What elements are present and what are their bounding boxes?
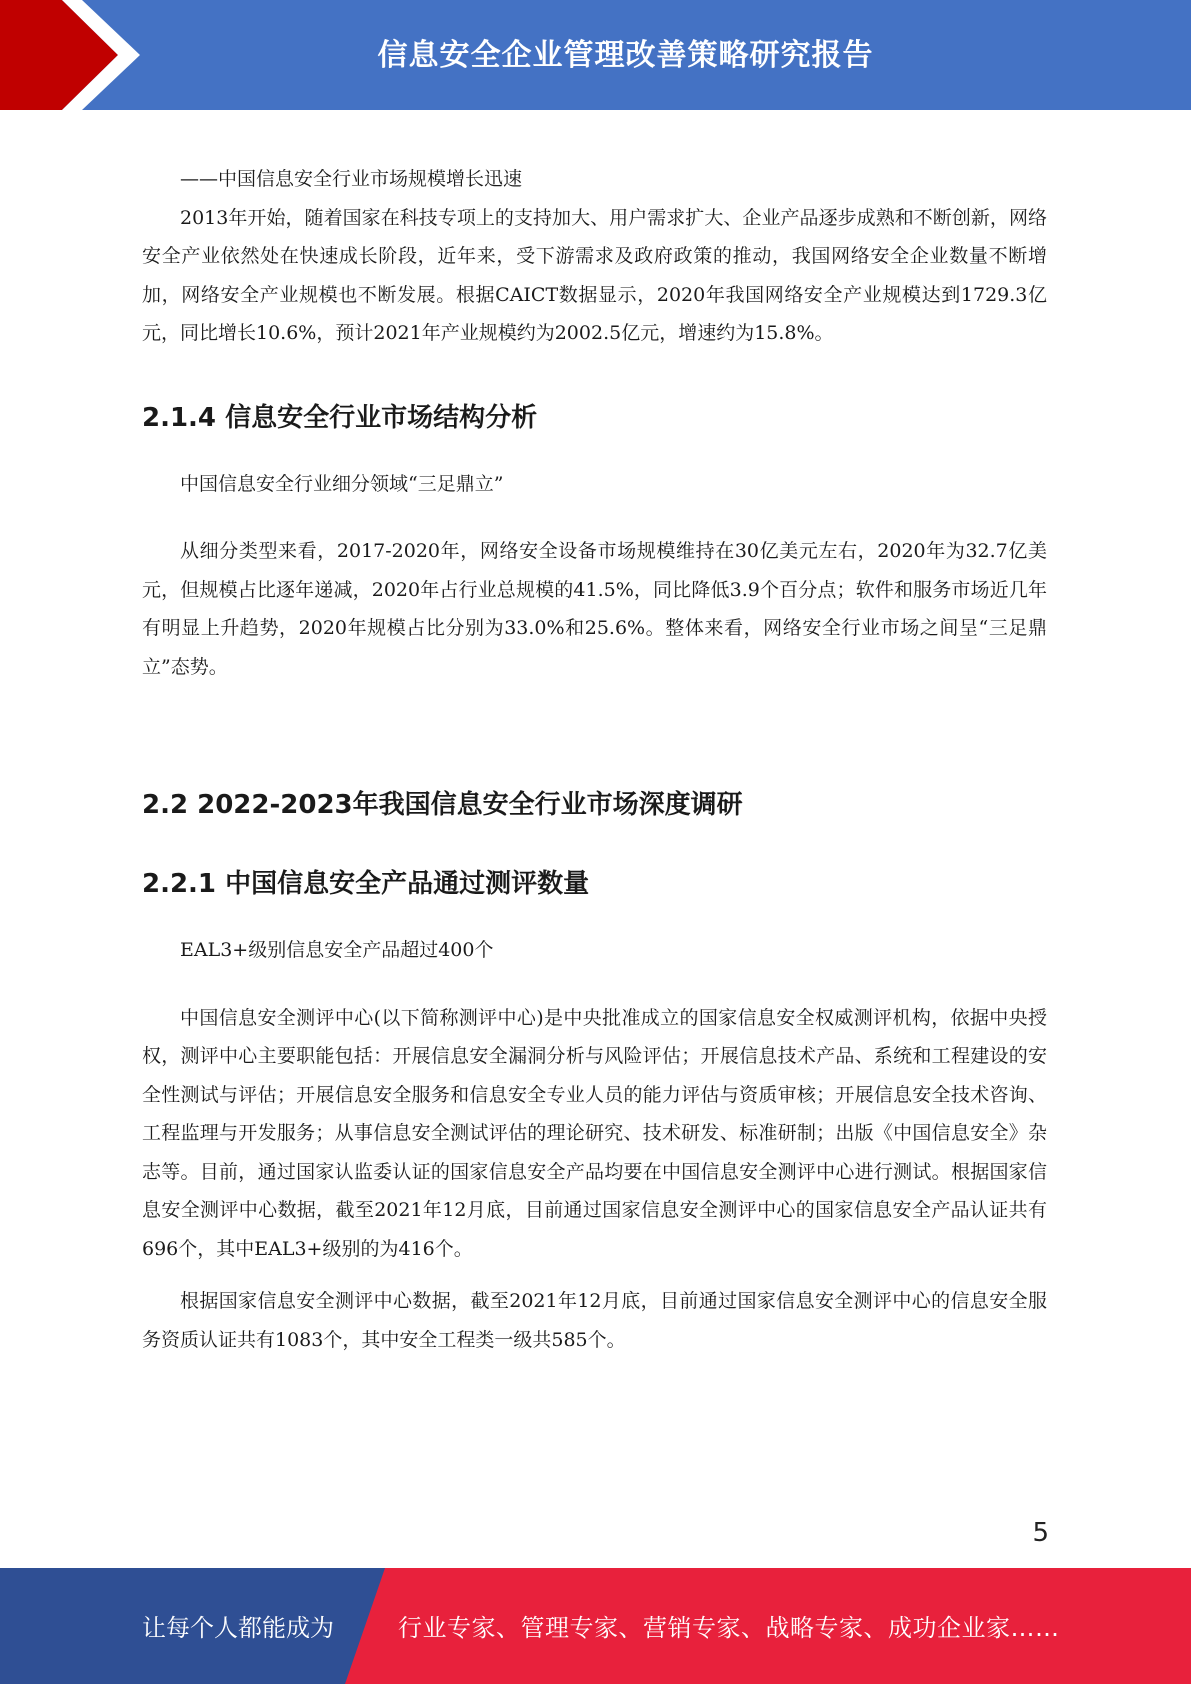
section-heading-2-2: 2.2 2022-2023年我国信息安全行业市场深度调研 xyxy=(142,790,743,820)
footer-slogan-right: 行业专家、管理专家、营销专家、战略专家、成功企业家…… xyxy=(398,1614,1060,1642)
page-number: 5 xyxy=(1032,1518,1049,1548)
report-title: 信息安全企业管理改善策略研究报告 xyxy=(377,38,874,73)
market-growth-paragraph: 2013年开始，随着国家在科技专项上的支持加大、用户需求扩大、企业产品逐步成熟和不断创新，网络安全产业依然处在快速成长阶段，近年来，受下游需求及政府政策的推动，我国网络安全企业数量不断增加，网络安全产业规模也不断发展。根据CAICT数据显示，2020年我国网络安全产业规模达到1729.3亿元，同比增长10.6%，预计2021年产业规模约为2002.5亿元，增速约为15.8%。 xyxy=(142,206,1047,344)
market-structure-paragraph: 从细分类型来看，2017-2020年，网络安全设备市场规模维持在30亿美元左右，2020年为32.7亿美元，但规模占比逐年递减，2020年占行业总规模的41.5%，同比降低3.9个百分点；软件和服务市场近几年有明显上升趋势，2020年规模占比分别为33.0%和25.6%。整体来看，网络安全行业市场之间呈“三足鼎立”态势。 xyxy=(142,540,1047,678)
page-header xyxy=(0,0,1191,110)
section-heading-2-2-1: 2.2.1 中国信息安全产品通过测评数量 xyxy=(142,869,590,899)
market-growth-lead: ——中国信息安全行业市场规模增长迅速 xyxy=(180,168,523,190)
evaluation-center-paragraph: 中国信息安全测评中心(以下简称测评中心)是中央批准成立的国家信息安全权威测评机构，依据中央授权，测评中心主要职能包括：开展信息安全漏洞分析与风险评估；开展信息技术产品、系统和工程建设的安全性测试与评估；开展信息安全服务和信息安全专业人员的能力评估与资质审核；开展信息安全技术咨询、工程监理与开发服务；从事信息安全测试评估的理论研究、技术研发、标准研制；出版《中国信息安全》杂志等。目前，通过国家认监委认证的国家信息安全产品均要在中国信息安全测评中心进行测试。根据国家信息安全测评中心数据，截至2021年12月底，目前通过国家信息安全测评中心的国家信息安全产品认证共有696个，其中EAL3+级别的为416个。 xyxy=(142,1006,1047,1260)
certified-products-lead: EAL3+级别信息安全产品超过400个 xyxy=(180,939,494,961)
page-footer xyxy=(0,1568,1191,1684)
service-certification-paragraph: 根据国家信息安全测评中心数据，截至2021年12月底，目前通过国家信息安全测评中心的信息安全服务资质认证共有1083个，其中安全工程类一级共585个。 xyxy=(142,1290,1047,1351)
market-structure-lead: 中国信息安全行业细分领域“三足鼎立” xyxy=(180,472,504,495)
section-heading-2-1-4: 2.1.4 信息安全行业市场结构分析 xyxy=(142,402,538,433)
page-content xyxy=(142,160,1047,1359)
footer-slogan-left: 让每个人都能成为 xyxy=(142,1614,334,1642)
